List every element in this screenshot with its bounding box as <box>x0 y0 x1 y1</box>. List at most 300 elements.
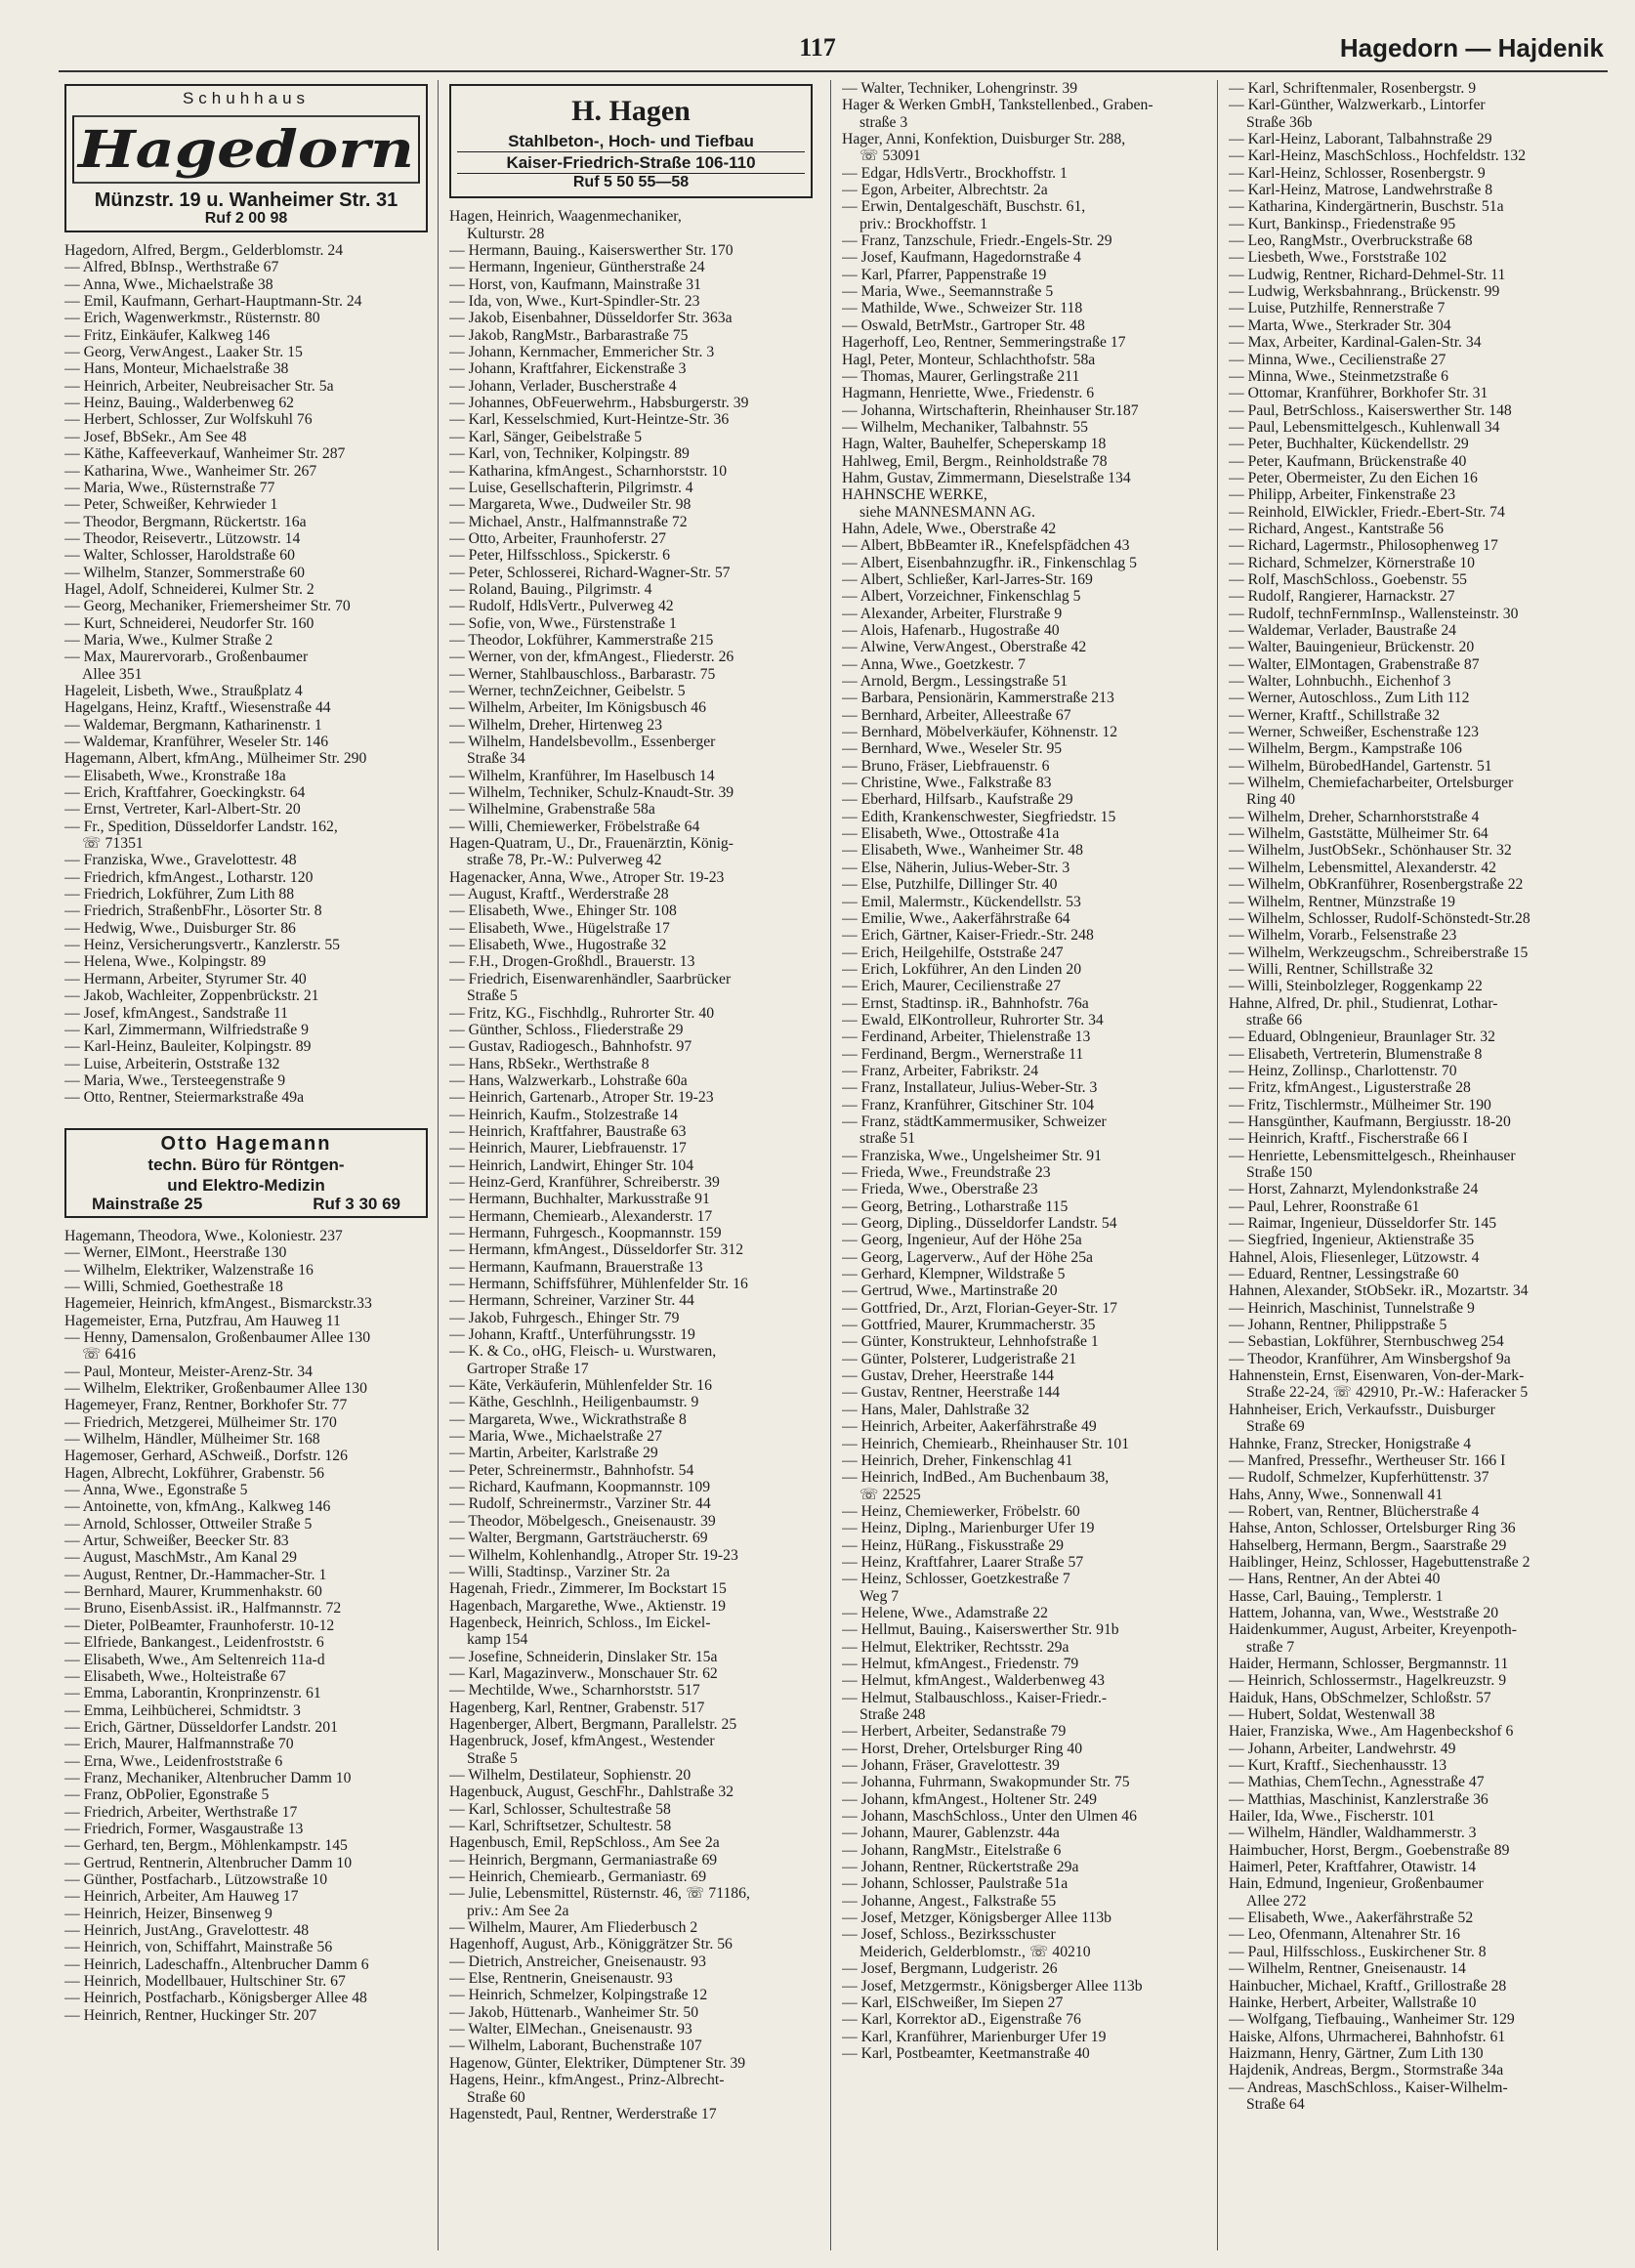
directory-entry: — Philipp, Arbeiter, Finkenstraße 23 <box>1229 486 1456 504</box>
directory-entry: — Wilhelmine, Grabenstraße 58a <box>449 801 655 819</box>
directory-entry: — Maria, Wwe., Seemannstraße 5 <box>842 283 1054 301</box>
directory-entry: — Karl, Kesselschmied, Kurt-Heintze-Str. 36 <box>449 411 730 429</box>
directory-entry: — Egon, Arbeiter, Albrechtstr. 2a <box>842 182 1048 199</box>
directory-entry: — Hans, Rentner, An der Abtei 40 <box>1229 1571 1441 1588</box>
ad-hagemann-street: Mainstraße 25 <box>92 1194 203 1213</box>
directory-entry: — Robert, van, Rentner, Blücherstraße 4 <box>1229 1502 1480 1520</box>
directory-entry: — Günter, Konstrukteur, Lehnhofstraße 1 <box>842 1333 1099 1351</box>
directory-entry: — Johanna, Wirtschafterin, Rheinhauser Str.187 <box>842 401 1139 419</box>
ad-hagen-line2: Kaiser-Friedrich-Straße 106-110 <box>457 151 805 174</box>
directory-entry-continuation: Allee 272 <box>1246 1892 1307 1910</box>
column-4 <box>1229 80 1592 2113</box>
directory-entry: Hagedorn, Alfred, Bergm., Gelderblomstr. 24 <box>64 242 344 260</box>
directory-entry: — Marta, Wwe., Sterkrader Str. 304 <box>1229 316 1451 334</box>
directory-entry: — Wilhelm, Destilateur, Sophienstr. 20 <box>449 1766 692 1784</box>
directory-entry: — Johann, Arbeiter, Landwehrstr. 49 <box>1229 1740 1456 1757</box>
directory-entry: Hagenhoff, August, Arb., Königgrätzer Str. 56 <box>449 1936 733 1953</box>
directory-entry: — Erna, Wwe., Leidenfroststraße 6 <box>64 1752 283 1770</box>
directory-entry: — Heinrich, Schmelzer, Kolpingstraße 12 <box>449 1987 708 2004</box>
directory-entry: — Johann, Rentner, Philippstraße 5 <box>1229 1317 1447 1334</box>
directory-entry: — Karl, Korrektor aD., Eigenstraße 76 <box>842 2011 1081 2029</box>
directory-entry: — Elisabeth, Wwe., Wanheimer Str. 48 <box>842 842 1083 860</box>
directory-entry: — Johannes, ObFeuerwehrm., Habsburgerstr. 39 <box>449 395 749 412</box>
directory-entry: — Peter, Schlosserei, Richard-Wagner-Str. 57 <box>449 564 731 581</box>
directory-entry: — Hans, Walzwerkarb., Lohstraße 60a <box>449 1071 688 1089</box>
directory-entry: Hagenberg, Karl, Rentner, Grabenstr. 517 <box>449 1699 705 1716</box>
directory-entry: — Heinrich, Modellbauer, Hultschiner Str. 67 <box>64 1973 346 1991</box>
directory-entry: — Elisabeth, Wwe., Hugostraße 32 <box>449 937 667 954</box>
directory-entry: — Erich, Lokführer, An den Linden 20 <box>842 960 1082 978</box>
directory-entry: — Eduard, Oblngenieur, Braunlager Str. 32 <box>1229 1029 1495 1046</box>
directory-entry: — Wilhelm, Elektriker, Walzenstraße 16 <box>64 1261 314 1279</box>
directory-entry: — Dietrich, Anstreicher, Gneisenaustr. 93 <box>449 1953 706 1970</box>
directory-entry: Hasse, Carl, Bauing., Templerstr. 1 <box>1229 1587 1444 1605</box>
directory-entry: — Alois, Hafenarb., Hugostraße 40 <box>842 622 1060 639</box>
directory-entry: — Elisabeth, Wwe., Ottostraße 41a <box>842 825 1060 843</box>
directory-entry: — Rudolf, technFernmInsp., Wallensteinstr. 30 <box>1229 605 1519 622</box>
directory-entry: — Heinrich, Rentner, Huckinger Str. 207 <box>64 2006 317 2024</box>
directory-entry: — Helmut, Stalbauschloss., Kaiser-Friedr.- <box>842 1689 1108 1706</box>
directory-entry: — Helmut, kfmAngest., Walderbenweg 43 <box>842 1672 1105 1690</box>
directory-entry: — Anna, Wwe., Michaelstraße 38 <box>64 275 273 293</box>
directory-entry: — Ludwig, Rentner, Richard-Dehmel-Str. 11 <box>1229 266 1506 283</box>
directory-entry-continuation: ☏ 53091 <box>859 147 921 165</box>
directory-entry: Haimbucher, Horst, Bergm., Goebenstraße 89 <box>1229 1841 1510 1859</box>
directory-entry: — Helena, Wwe., Kolpingstr. 89 <box>64 953 267 971</box>
directory-entry: — Waldemar, Bergmann, Katharinenstr. 1 <box>64 716 322 734</box>
directory-entry: Hagen, Heinrich, Waagenmechaniker, <box>449 208 682 226</box>
directory-entry: — Gustav, Radiogesch., Bahnhofstr. 97 <box>449 1038 692 1056</box>
directory-entry: — Emil, Malermstr., Kückendellstr. 53 <box>842 893 1081 910</box>
directory-entry: — Heinrich, Heizer, Binsenweg 9 <box>64 1905 272 1922</box>
directory-entry: Hagenstedt, Paul, Rentner, Werderstraße 17 <box>449 2105 717 2122</box>
directory-entry: — Heinrich, Kraftf., Fischerstraße 66 I <box>1229 1130 1468 1148</box>
directory-entry: — Rudolf, Rangierer, Harnackstr. 27 <box>1229 588 1455 606</box>
directory-entry: — Oswald, BetrMstr., Gartroper Str. 48 <box>842 316 1085 334</box>
directory-entry: — Werner, Schweißer, Eschenstraße 123 <box>1229 724 1479 741</box>
directory-entry: HAHNSCHE WERKE, <box>842 486 987 504</box>
directory-entry-continuation: Ring 40 <box>1246 791 1296 809</box>
directory-entry: — Werner, Autoschloss., Zum Lith 112 <box>1229 690 1470 707</box>
directory-entry: — Richard, Angest., Kantstraße 56 <box>1229 520 1445 537</box>
directory-entry: — Wilhelm, BürobedHandel, Gartenstr. 51 <box>1229 757 1492 775</box>
directory-entry: — Karl, Postbeamter, Keetmanstraße 40 <box>842 2044 1090 2062</box>
directory-entry: Hagen-Quatram, U., Dr., Frauenärztin, König- <box>449 835 734 853</box>
directory-entry: — Heinrich, Chemiearb., Rheinhauser Str. 101 <box>842 1435 1130 1452</box>
directory-entry: — Walter, Bauingenieur, Brückenstr. 20 <box>1229 639 1475 656</box>
directory-entry: — Elfriede, Bankangest., Leidenfroststr. 6 <box>64 1634 324 1652</box>
directory-entry: Hailer, Ida, Wwe., Fischerstr. 101 <box>1229 1808 1436 1826</box>
directory-entry: Haier, Franziska, Wwe., Am Hagenbeckshof 6 <box>1229 1723 1514 1741</box>
directory-entry: — Elisabeth, Wwe., Am Seltenreich 11a-d <box>64 1651 325 1668</box>
directory-entry: Hahnel, Alois, Fliesenleger, Lützowstr. 4 <box>1229 1248 1480 1266</box>
directory-entry-continuation: straße 78, Pr.-W.: Pulverweg 42 <box>467 852 662 869</box>
directory-entry: — Friedrich, kfmAngest., Lotharstr. 120 <box>64 868 314 886</box>
directory-entry: — Waldemar, Verlader, Baustraße 24 <box>1229 622 1457 639</box>
directory-entry: — Heinrich, Arbeiter, Aakerfährstraße 49 <box>842 1418 1097 1436</box>
directory-entry: — Josef, Schloss., Bezirksschuster <box>842 1926 1056 1944</box>
directory-entry: — Horst, Dreher, Ortelsburger Ring 40 <box>842 1740 1083 1757</box>
directory-entry: — Thomas, Maurer, Gerlingstraße 211 <box>842 367 1080 385</box>
directory-entry: — Jakob, Wachleiter, Zoppenbrückstr. 21 <box>64 987 319 1005</box>
directory-entry: — Peter, Kaufmann, Brückenstraße 40 <box>1229 452 1467 470</box>
directory-entry: — Paul, Hilfsschloss., Euskirchener Str. 8 <box>1229 1943 1487 1960</box>
directory-entry: — Katharina, kfmAngest., Scharnhorststr. 10 <box>449 462 728 480</box>
directory-entry: — Else, Rentnerin, Gneisenaustr. 93 <box>449 1970 673 1988</box>
directory-entry: Hagemann, Albert, kfmAng., Mülheimer Str. 290 <box>64 750 367 768</box>
directory-entry: — Wilhelm, Werkzeugschm., Schreiberstraße 15 <box>1229 944 1529 961</box>
column-3 <box>842 80 1205 2062</box>
directory-entry: — Wilhelm, JustObSekr., Schönhauser Str. 32 <box>1229 842 1512 860</box>
directory-entry: — Heinz, Kraftfahrer, Laarer Straße 57 <box>842 1553 1084 1571</box>
directory-entry: — Peter, Obermeister, Zu den Eichen 16 <box>1229 469 1478 486</box>
directory-entry-continuation: priv.: Brockhoffstr. 1 <box>859 215 988 232</box>
directory-entry: — Josef, Bergmann, Ludgeristr. 26 <box>842 1960 1058 1978</box>
directory-entry: Haiske, Alfons, Uhrmacherei, Bahnhofstr. 61 <box>1229 2028 1506 2045</box>
directory-entry: — Elisabeth, Wwe., Kronstraße 18a <box>64 767 286 784</box>
directory-entry: — Frieda, Wwe., Oberstraße 23 <box>842 1181 1038 1198</box>
header-rule <box>59 70 1608 72</box>
directory-entry: Haidenkummer, August, Arbeiter, Kreyenpoth- <box>1229 1621 1517 1639</box>
directory-entry: — Katharina, Kindergärtnerin, Buschstr. 51a <box>1229 198 1504 216</box>
directory-entry-continuation: Straße 248 <box>859 1706 926 1723</box>
directory-entry: — Josefine, Schneiderin, Dinslaker Str. 15a <box>449 1648 718 1665</box>
directory-entry: Hagemoser, Gerhard, ASchweiß., Dorfstr. 126 <box>64 1448 348 1465</box>
directory-entry: — Wilhelm, Mechaniker, Talbahnstr. 55 <box>842 418 1088 436</box>
directory-entry: — Walter, Lohnbuchh., Eichenhof 3 <box>1229 673 1451 691</box>
directory-entry: — Johann, Kraftf., Unterführungsstr. 19 <box>449 1326 695 1344</box>
directory-entry: — Julie, Lebensmittel, Rüsternstr. 46, ☏ 71186, <box>449 1885 750 1903</box>
directory-entry: — Karl, Pfarrer, Pappenstraße 19 <box>842 266 1047 283</box>
directory-entry: Hahm, Gustav, Zimmermann, Dieselstraße 134 <box>842 469 1131 486</box>
directory-entry: — Heinrich, Dreher, Finkenschlag 41 <box>842 1451 1073 1469</box>
entries-col4 <box>1229 80 1592 2113</box>
directory-entry: — Bruno, EisenbAssist. iR., Halfmannstr. 72 <box>64 1600 342 1617</box>
directory-entry: — Gertrud, Rentnerin, Altenbrucher Damm 10 <box>64 1854 353 1871</box>
directory-entry: — Friedrich, Metzgerei, Mülheimer Str. 170 <box>64 1413 337 1431</box>
directory-entry: — Gertrud, Wwe., Martinstraße 20 <box>842 1282 1058 1300</box>
directory-entry: — Johann, Verlader, Buscherstraße 4 <box>449 377 677 395</box>
directory-entry: — Jakob, Hüttenarb., Wanheimer Str. 50 <box>449 2003 699 2021</box>
directory-entry-continuation: straße 7 <box>1246 1638 1295 1656</box>
directory-entry: — Maria, Wwe., Rüsternstraße 77 <box>64 479 275 496</box>
directory-entry: — Wilhelm, Vorarb., Felsenstraße 23 <box>1229 927 1457 945</box>
directory-entry: Haimerl, Peter, Kraftfahrer, Otawistr. 14 <box>1229 1859 1477 1876</box>
directory-entry: — Andreas, MaschSchloss., Kaiser-Wilhelm- <box>1229 2079 1508 2096</box>
directory-entry: — Max, Arbeiter, Kardinal-Galen-Str. 34 <box>1229 334 1482 352</box>
directory-entry: — Ernst, Vertreter, Karl-Albert-Str. 20 <box>64 801 301 819</box>
directory-entry: — Margareta, Wwe., Wickrathstraße 8 <box>449 1410 687 1428</box>
directory-entry: — Karl-Günther, Walzwerkarb., Lintorfer <box>1229 97 1486 114</box>
directory-entry: — Barbara, Pensionärin, Kammerstraße 213 <box>842 690 1114 707</box>
directory-entry: — Edgar, HdlsVertr., Brockhoffstr. 1 <box>842 164 1068 182</box>
directory-entry: — Heinrich, Maschinist, Tunnelstraße 9 <box>1229 1299 1475 1317</box>
directory-entry: — Franziska, Wwe., Gravelottestr. 48 <box>64 852 297 869</box>
directory-entry: — Fritz, KG., Fischhdlg., Ruhrorter Str. 40 <box>449 1004 715 1022</box>
directory-entry: — Gottfried, Maurer, Krummacherstr. 35 <box>842 1317 1096 1334</box>
directory-entry: — Elisabeth, Wwe., Holteistraße 67 <box>64 1667 286 1685</box>
directory-entry: — Anna, Wwe., Goetzkestr. 7 <box>842 655 1026 673</box>
directory-entry-continuation: Straße 5 <box>467 987 518 1005</box>
directory-entry: — Willi, Schmied, Goethestraße 18 <box>64 1278 283 1295</box>
entries-col2 <box>449 208 813 2122</box>
directory-entry: Hagenow, Günter, Elektriker, Dümptener Str. 39 <box>449 2054 746 2072</box>
column-1 <box>64 80 428 2024</box>
page-number: 117 <box>799 33 836 62</box>
directory-entry: — Theodor, Möbelgesch., Gneisenaustr. 39 <box>449 1512 716 1530</box>
ad-hagemann-line1: techn. Büro für Röntgen- <box>147 1155 345 1174</box>
directory-entry: — Wilhelm, Rentner, Münzstraße 19 <box>1229 893 1455 910</box>
directory-entry: Hahnke, Franz, Strecker, Honigstraße 4 <box>1229 1435 1472 1452</box>
directory-entry: Hahs, Anny, Wwe., Sonnenwall 41 <box>1229 1486 1444 1503</box>
directory-entry: — Fritz, kfmAngest., Ligusterstraße 28 <box>1229 1079 1471 1097</box>
directory-entry: — Käthe, Kaffeeverkauf, Wanheimer Str. 287 <box>64 445 346 463</box>
directory-entry: — Günter, Polsterer, Ludgeristraße 21 <box>842 1350 1077 1367</box>
directory-entry: — Albert, Eisenbahnzugfhr. iR., Finkenschlag 5 <box>842 554 1137 571</box>
directory-entry: — Heinrich, Gartenarb., Atroper Str. 19-23 <box>449 1089 714 1107</box>
directory-entry: — Matthias, Maschinist, Kanzlerstraße 36 <box>1229 1790 1488 1808</box>
directory-entry-continuation: Straße 34 <box>467 750 525 768</box>
directory-entry: — Paul, Lehrer, Roonstraße 61 <box>1229 1197 1420 1215</box>
directory-entry: — Wilhelm, Chemiefacharbeiter, Ortelsburger <box>1229 775 1514 792</box>
directory-entry: Haizmann, Henry, Gärtner, Zum Lith 130 <box>1229 2044 1484 2062</box>
directory-entry: — Friedrich, Arbeiter, Werthstraße 17 <box>64 1803 298 1821</box>
directory-entry: — Karl-Heinz, Bauleiter, Kolpingstr. 89 <box>64 1038 312 1056</box>
directory-entry: — Johann, RangMstr., Eitelstraße 6 <box>842 1841 1062 1859</box>
directory-entry: — Paul, Monteur, Meister-Arenz-Str. 34 <box>64 1363 313 1380</box>
column-divider <box>1217 80 1218 2250</box>
directory-entry: — Helmut, Elektriker, Rechtsstr. 29a <box>842 1638 1069 1656</box>
directory-entry-continuation: ☏ 22525 <box>859 1486 921 1503</box>
directory-entry: — Albert, Schließer, Karl-Jarres-Str. 169 <box>842 570 1093 588</box>
directory-entry: — Erich, Maurer, Cecilienstraße 27 <box>842 978 1062 995</box>
directory-entry: — Alexander, Arbeiter, Flurstraße 9 <box>842 605 1063 622</box>
directory-entry: — Heinz, Chemiewerker, Fröbelstr. 60 <box>842 1502 1080 1520</box>
directory-entry: — Luise, Gesellschafterin, Pilgrimstr. 4 <box>449 479 693 496</box>
directory-entry: — Franz, Tanzschule, Friedr.-Engels-Str. 29 <box>842 232 1112 250</box>
directory-entry: — Franz, Mechaniker, Altenbrucher Damm 10 <box>64 1769 352 1786</box>
directory-entry: — Hermann, Chemiearb., Alexanderstr. 17 <box>449 1207 713 1225</box>
ad-hagedorn-address: Münzstr. 19 u. Wanheimer Str. 31 <box>94 189 398 212</box>
directory-entry: — Alwine, VerwAngest., Oberstraße 42 <box>842 639 1087 656</box>
directory-entry: — Artur, Schweißer, Beecker Str. 83 <box>64 1533 289 1550</box>
entries-col3 <box>842 80 1205 2062</box>
directory-entry: — Heinrich, Chemiearb., Germaniastr. 69 <box>449 1869 707 1886</box>
directory-entry: Hagenbuck, August, GeschFhr., Dahlstraße 32 <box>449 1784 734 1801</box>
directory-entry: — Rudolf, HdlsVertr., Pulverweg 42 <box>449 598 674 615</box>
directory-entry: Haiduk, Hans, ObSchmelzer, Schloßstr. 57 <box>1229 1689 1491 1706</box>
directory-entry: — Karl, ElSchweißer, Im Siepen 27 <box>842 1994 1064 2011</box>
directory-entry: — Karl-Heinz, Laborant, Talbahnstraße 29 <box>1229 131 1492 148</box>
directory-entry: — Hansgünther, Kaufmann, Bergiusstr. 18-20 <box>1229 1113 1511 1130</box>
directory-entry: Hagens, Heinr., kfmAngest., Prinz-Albrecht- <box>449 2072 725 2089</box>
directory-entry: — Franz, ObPolier, Egonstraße 5 <box>64 1786 270 1804</box>
directory-entry: — Raimar, Ingenieur, Düsseldorfer Str. 145 <box>1229 1215 1497 1233</box>
directory-entry: — Manfred, Pressefhr., Wertheuser Str. 166 I <box>1229 1451 1506 1469</box>
directory-entry-continuation: Straße 22-24, ☏ 42910, Pr.-W.: Haferacker 5 <box>1246 1384 1529 1402</box>
directory-entry: — Johann, Maurer, Gablenzstr. 44a <box>842 1825 1060 1842</box>
directory-entry: — Luise, Putzhilfe, Rennerstraße 7 <box>1229 300 1446 317</box>
directory-entry: — Peter, Schreinermstr., Bahnhofstr. 54 <box>449 1461 694 1479</box>
directory-entry: — Luise, Arbeiterin, Oststraße 132 <box>64 1055 280 1072</box>
directory-entry: — Heinrich, Postfacharb., Königsberger Allee 48 <box>64 1990 367 2007</box>
directory-entry: — Bernhard, Wwe., Weseler Str. 95 <box>842 740 1063 758</box>
directory-entry: — Peter, Schweißer, Kehrwieder 1 <box>64 496 278 514</box>
directory-entry: — Wilhelm, Händler, Mülheimer Str. 168 <box>64 1431 320 1449</box>
directory-entry: Hahselberg, Hermann, Bergm., Saarstraße 29 <box>1229 1536 1507 1554</box>
directory-entry: — Johann, Kernmacher, Emmericher Str. 3 <box>449 344 715 361</box>
directory-entry: — Karl-Heinz, MaschSchloss., Hochfeldstr. 132 <box>1229 147 1527 165</box>
directory-entry: — Margareta, Wwe., Dudweiler Str. 98 <box>449 496 692 514</box>
directory-entry: — Wilhelm, Elektriker, Großenbaumer Allee 130 <box>64 1380 367 1397</box>
directory-entry: — Heinrich, von, Schiffahrt, Mainstraße 56 <box>64 1939 333 1956</box>
directory-entry: — Hermann, Bauing., Kaiserswerther Str. 170 <box>449 242 734 260</box>
directory-entry: — Fr., Spedition, Düsseldorfer Landstr. 162, <box>64 818 338 835</box>
directory-entry-continuation: straße 3 <box>859 113 908 131</box>
directory-entry: — Werner, ElMont., Heerstraße 130 <box>64 1244 287 1262</box>
directory-entry: — Werner, von der, kfmAngest., Fliederstr. 26 <box>449 649 734 666</box>
directory-entry: — Heinz, Bauing., Walderbenweg 62 <box>64 395 295 412</box>
ad-hagen-name: H. Hagen <box>571 95 691 127</box>
directory-entry: — Josef, Metzger, Königsberger Allee 113b <box>842 1910 1112 1927</box>
directory-entry: — Hubert, Soldat, Westenwall 38 <box>1229 1706 1436 1723</box>
directory-entry: — Willi, Steinbolzleger, Roggenkamp 22 <box>1229 978 1483 995</box>
directory-entry: — Elisabeth, Wwe., Aakerfährstraße 52 <box>1229 1910 1474 1927</box>
directory-entry: — Edith, Krankenschwester, Siegfriedstr. 15 <box>842 808 1116 825</box>
directory-entry: — Herbert, Schlosser, Zur Wolfskuhl 76 <box>64 411 313 429</box>
directory-entry: — Rudolf, Schreinermstr., Varziner Str. 44 <box>449 1495 711 1513</box>
directory-entry: — Emil, Kaufmann, Gerhart-Hauptmann-Str. 24 <box>64 293 362 311</box>
directory-entry: — Heinrich, Kaufm., Stolzestraße 14 <box>449 1106 678 1123</box>
column-divider <box>438 80 439 2250</box>
directory-entry: Hagl, Peter, Monteur, Schlachthofstr. 58a <box>842 351 1096 368</box>
directory-entry: — Günther, Schloss., Fliederstraße 29 <box>449 1021 684 1038</box>
directory-entry: — Erich, Heilgehilfe, Oststraße 247 <box>842 944 1064 961</box>
directory-entry: — Theodor, Bergmann, Rückertstr. 16a <box>64 513 307 530</box>
directory-entry: — Wilhelm, Händler, Waldhammerstr. 3 <box>1229 1825 1477 1842</box>
directory-entry: — Hermann, Fuhrgesch., Koopmannstr. 159 <box>449 1224 722 1241</box>
directory-entry-continuation: Straße 150 <box>1246 1164 1313 1181</box>
directory-entry: — Liesbeth, Wwe., Forststraße 102 <box>1229 249 1447 267</box>
directory-entry: — Leo, RangMstr., Overbruckstraße 68 <box>1229 232 1473 250</box>
directory-entry: — Josef, BbSekr., Am See 48 <box>64 428 247 445</box>
column-divider <box>830 80 831 2250</box>
directory-entry: — Friedrich, StraßenbFhr., Lösorter Str. 8 <box>64 903 322 920</box>
directory-entry: — Werner, technZeichner, Geibelstr. 5 <box>449 682 686 699</box>
directory-entry: — Friedrich, Eisenwarenhändler, Saarbrücker <box>449 970 732 987</box>
directory-entry: — Willi, Rentner, Schillstraße 32 <box>1229 960 1434 978</box>
directory-entry: — Albert, Vorzeichner, Finkenschlag 5 <box>842 588 1081 606</box>
directory-entry: — Roland, Bauing., Pilgrimstr. 4 <box>449 580 652 598</box>
directory-entry: — Wilhelm, Lebensmittel, Alexanderstr. 42 <box>1229 859 1496 876</box>
directory-entry: — Georg, Dipling., Düsseldorfer Landstr. 54 <box>842 1215 1117 1233</box>
directory-entry: — Johann, Kraftfahrer, Eickenstraße 3 <box>449 360 687 378</box>
directory-entry: — Mathilde, Wwe., Schweizer Str. 118 <box>842 300 1083 317</box>
directory-entry: — Günther, Postfacharb., Lützowstraße 10 <box>64 1870 328 1888</box>
directory-entry: Hagmann, Henriette, Wwe., Friedenstr. 6 <box>842 385 1095 402</box>
directory-entry: — Elisabeth, Wwe., Hügelstraße 17 <box>449 919 670 937</box>
directory-entry: — Willi, Chemiewerker, Fröbelstraße 64 <box>449 818 700 835</box>
ad-hagen-phone: Ruf 5 50 55—58 <box>572 174 690 190</box>
directory-entry: — Karl, Zimmermann, Wilfriedstraße 9 <box>64 1021 310 1038</box>
directory-entry-continuation: priv.: Am See 2a <box>467 1902 569 1919</box>
directory-entry: — Richard, Schmelzer, Körnerstraße 10 <box>1229 554 1476 571</box>
directory-entry: Hagenbusch, Emil, RepSchloss., Am See 2a <box>449 1834 720 1852</box>
directory-entry: — Heinrich, Arbeiter, Neubreisacher Str. 5a <box>64 377 334 395</box>
directory-entry: — Wilhelm, Schlosser, Rudolf-Schönstedt-Str.28 <box>1229 909 1530 927</box>
directory-entry: — Emma, Leihbücherei, Schmidtstr. 3 <box>64 1701 301 1719</box>
directory-entry: — Jakob, Fuhrgesch., Ehinger Str. 79 <box>449 1309 680 1326</box>
directory-entry-continuation: Straße 64 <box>1246 2095 1305 2113</box>
column-2 <box>449 80 813 2122</box>
directory-entry: — Frieda, Wwe., Freundstraße 23 <box>842 1164 1051 1181</box>
directory-entry: — Minna, Wwe., Cecilienstraße 27 <box>1229 351 1446 368</box>
directory-entry: — Max, Maurervorarb., Großenbaumer <box>64 649 309 666</box>
directory-entry: — Bruno, Fräser, Liebfrauenstr. 6 <box>842 757 1050 775</box>
directory-entry: — August, Kraftf., Werderstraße 28 <box>449 886 669 903</box>
ad-hagedorn-phone: Ruf 2 00 98 <box>204 209 288 227</box>
directory-entry-continuation: ☏ 71351 <box>82 835 144 853</box>
directory-entry: — Wolfgang, Tiefbauing., Wanheimer Str. 129 <box>1229 2011 1515 2029</box>
directory-entry: — Else, Näherin, Julius-Weber-Str. 3 <box>842 859 1070 876</box>
directory-entry-continuation: kamp 154 <box>467 1631 528 1649</box>
directory-entry: — Hans, Monteur, Michaelstraße 38 <box>64 360 289 378</box>
directory-entry: — Christine, Wwe., Falkstraße 83 <box>842 775 1052 792</box>
directory-entry: — Jakob, RangMstr., Barbarastraße 75 <box>449 326 689 344</box>
directory-entry: — Käthe, Geschlnh., Heiligenbaumstr. 9 <box>449 1394 699 1411</box>
directory-entry: — Ernst, Stadtinsp. iR., Bahnhofstr. 76a <box>842 994 1089 1012</box>
directory-entry: Hagenacker, Anna, Wwe., Atroper Str. 19-23 <box>449 868 725 886</box>
directory-entry: — Wilhelm, Stanzer, Sommerstraße 60 <box>64 564 305 581</box>
running-title: Hagedorn — Hajdenik <box>1339 33 1604 63</box>
directory-entry: — Wilhelm, Handelsbevollm., Essenberger <box>449 734 716 750</box>
directory-entry: — Erich, Gärtner, Kaiser-Friedr.-Str. 248 <box>842 927 1094 945</box>
directory-entry: — Sebastian, Lokführer, Sternbuschweg 254 <box>1229 1333 1504 1351</box>
directory-entry: — Werner, Kraftf., Schillstraße 32 <box>1229 706 1441 724</box>
directory-entry: — Karl, Schriftsetzer, Schultestr. 58 <box>449 1818 672 1834</box>
directory-entry: — Reinhold, ElWickler, Friedr.-Ebert-Str. 74 <box>1229 503 1505 521</box>
directory-entry: — Horst, Zahnarzt, Mylendonkstraße 24 <box>1229 1181 1479 1198</box>
directory-entry: — Otto, Arbeiter, Fraunhoferstr. 27 <box>449 529 667 547</box>
directory-entry: — Emma, Laborantin, Kronprinzenstr. 61 <box>64 1685 321 1702</box>
directory-entry: — Walter, Bergmann, Gartsträucherstr. 69 <box>449 1530 708 1547</box>
ad-hagemann-phone: Ruf 3 30 69 <box>313 1194 400 1213</box>
directory-entry-continuation: Straße 60 <box>467 2088 525 2106</box>
directory-entry: — Karl-Heinz, Schlosser, Rosenbergstr. 9 <box>1229 164 1486 182</box>
directory-entry: — Franziska, Wwe., Ungelsheimer Str. 91 <box>842 1147 1102 1164</box>
ad-h-hagen <box>449 84 813 198</box>
directory-entry: — Walter, Techniker, Lohengrinstr. 39 <box>842 80 1078 97</box>
directory-entry: — Wilhelm, Kranführer, Im Haselbusch 14 <box>449 767 715 784</box>
directory-entry: — Michael, Anstr., Halfmannstraße 72 <box>449 513 688 530</box>
directory-entry: — Wilhelm, Maurer, Am Fliederbusch 2 <box>449 1919 698 1937</box>
directory-entry: — Friedrich, Lokführer, Zum Lith 88 <box>64 886 295 903</box>
directory-entry: — Wilhelm, Gaststätte, Mülheimer Str. 64 <box>1229 825 1488 843</box>
directory-entry: — Ida, von, Wwe., Kurt-Spindler-Str. 23 <box>449 293 700 311</box>
directory-entry: — Heinrich, Schlossermstr., Hagelkreuzstr. 9 <box>1229 1672 1507 1690</box>
directory-entry: — Karl, Sänger, Geibelstraße 5 <box>449 428 643 445</box>
directory-entry: — Wilhelm, Dreher, Hirtenweg 23 <box>449 716 663 734</box>
directory-entry: — Theodor, Kranführer, Am Winsbergshof 9a <box>1229 1350 1511 1367</box>
directory-entry: Hainbucher, Michael, Kraftf., Grillostraße 28 <box>1229 1977 1507 1995</box>
directory-entry: Hageleit, Lisbeth, Wwe., Straußplatz 4 <box>64 682 303 699</box>
directory-entry: — Heinz-Gerd, Kranführer, Schreiberstr. 39 <box>449 1173 720 1191</box>
directory-entry: — Paul, Lebensmittelgesch., Kuhlenwall 34 <box>1229 418 1500 436</box>
directory-entry: — Kurt, Bankinsp., Friedenstraße 95 <box>1229 215 1456 232</box>
directory-entry: — Otto, Rentner, Steiermarkstraße 49a <box>64 1089 305 1107</box>
directory-entry: — Sofie, von, Wwe., Fürstenstraße 1 <box>449 614 677 632</box>
directory-entry-continuation: Meiderich, Gelderblomstr., ☏ 40210 <box>859 1943 1091 1960</box>
